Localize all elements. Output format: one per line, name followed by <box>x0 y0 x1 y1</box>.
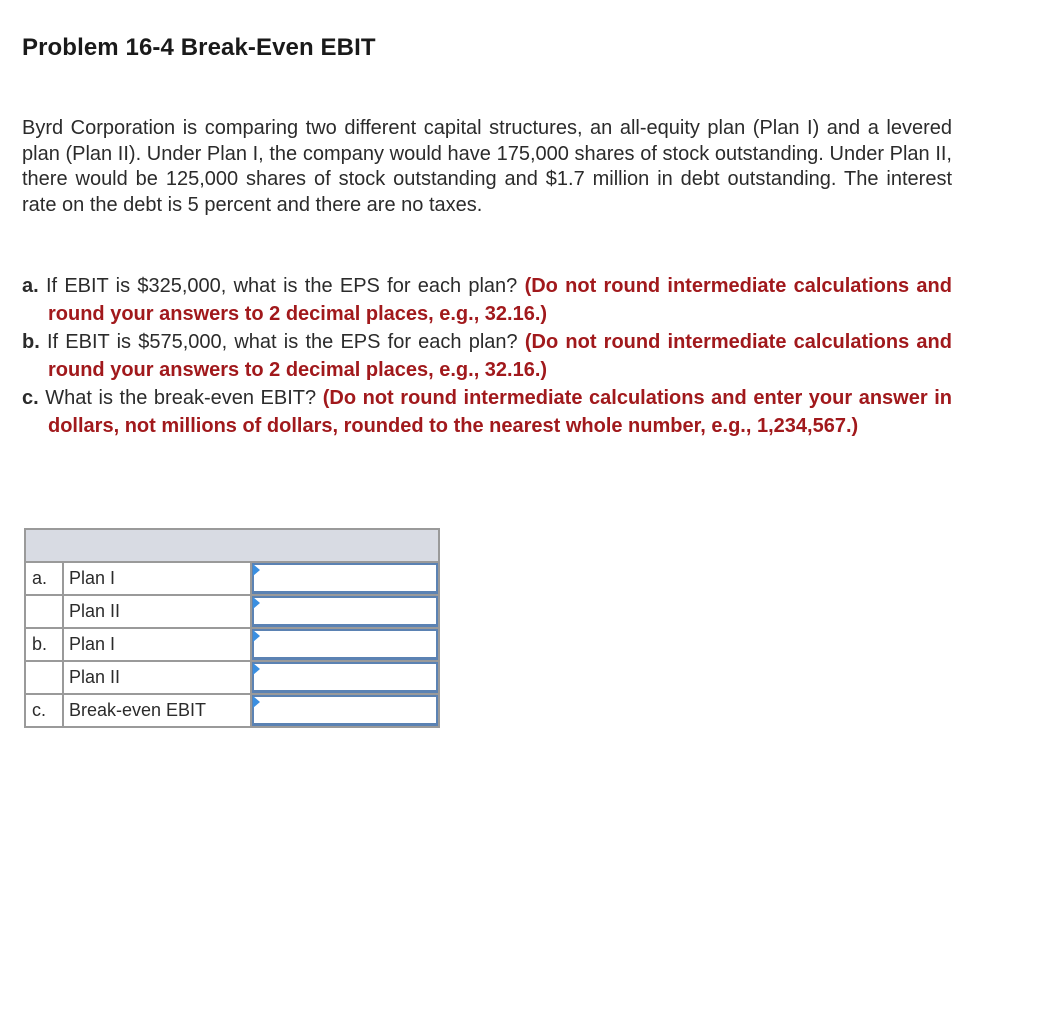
question-instruction: (Do not round intermediate calculations and round your answers to 2 decimal places, e.g., 32.16.) <box>48 275 952 325</box>
table-row <box>25 562 439 595</box>
answer-cell <box>251 562 439 595</box>
row-label: Plan I <box>63 562 251 595</box>
question-c <box>22 384 952 440</box>
answer-table <box>24 528 440 728</box>
question-text: If EBIT is $575,000, what is the EPS for each plan? <box>39 331 525 353</box>
question-instruction: (Do not round intermediate calculations and enter your answer in dollars, not millions of dollars, rounded to the nearest whole number, e.g., 1,234,567.) <box>48 387 952 437</box>
input-marker-icon <box>253 630 260 642</box>
input-marker-icon <box>253 564 260 576</box>
answer-input-break-even-ebit[interactable] <box>252 695 438 726</box>
table-row <box>25 661 439 694</box>
input-marker-icon <box>253 597 260 609</box>
table-row <box>25 628 439 661</box>
answer-cell <box>251 595 439 628</box>
question-letter: a. <box>22 275 39 297</box>
table-row <box>25 694 439 727</box>
answer-input-a-plan-2[interactable] <box>252 596 438 627</box>
row-letter <box>25 595 63 628</box>
question-text: What is the break-even EBIT? <box>38 387 323 409</box>
question-letter: c. <box>22 387 39 409</box>
answer-cell <box>251 628 439 661</box>
answer-input-b-plan-1[interactable] <box>252 629 438 660</box>
answer-input-a-plan-1[interactable] <box>252 563 438 594</box>
question-text: If EBIT is $325,000, what is the EPS for each plan? <box>38 275 525 297</box>
question-list <box>22 272 952 440</box>
row-label: Break-even EBIT <box>63 694 251 727</box>
page-title: Problem 16-4 Break-Even EBIT <box>22 34 376 61</box>
table-row <box>25 595 439 628</box>
table-header-row <box>25 529 439 562</box>
question-instruction: (Do not round intermediate calculations and round your answers to 2 decimal places, e.g., 32.16.) <box>48 331 952 381</box>
answer-cell <box>251 661 439 694</box>
problem-description: Byrd Corporation is comparing two different capital structures, an all-equity plan (Plan I) and a levered plan (Plan II). Under Plan I, the company would have 175,000 shares of stock outstanding. Under Plan II, there would be 125,000 shares of stock outstanding and $1.7 million in debt outstanding. The interest rate on the debt is 5 percent and there are no taxes. <box>22 117 952 216</box>
input-marker-icon <box>253 663 260 675</box>
row-label: Plan I <box>63 628 251 661</box>
row-label: Plan II <box>63 661 251 694</box>
question-letter: b. <box>22 331 40 353</box>
question-b <box>22 328 952 384</box>
answer-cell <box>251 694 439 727</box>
question-a <box>22 272 952 328</box>
row-letter: a. <box>25 562 63 595</box>
input-marker-icon <box>253 696 260 708</box>
answer-input-b-plan-2[interactable] <box>252 662 438 693</box>
row-letter: b. <box>25 628 63 661</box>
row-letter <box>25 661 63 694</box>
row-label: Plan II <box>63 595 251 628</box>
table-header <box>25 529 439 562</box>
row-letter: c. <box>25 694 63 727</box>
